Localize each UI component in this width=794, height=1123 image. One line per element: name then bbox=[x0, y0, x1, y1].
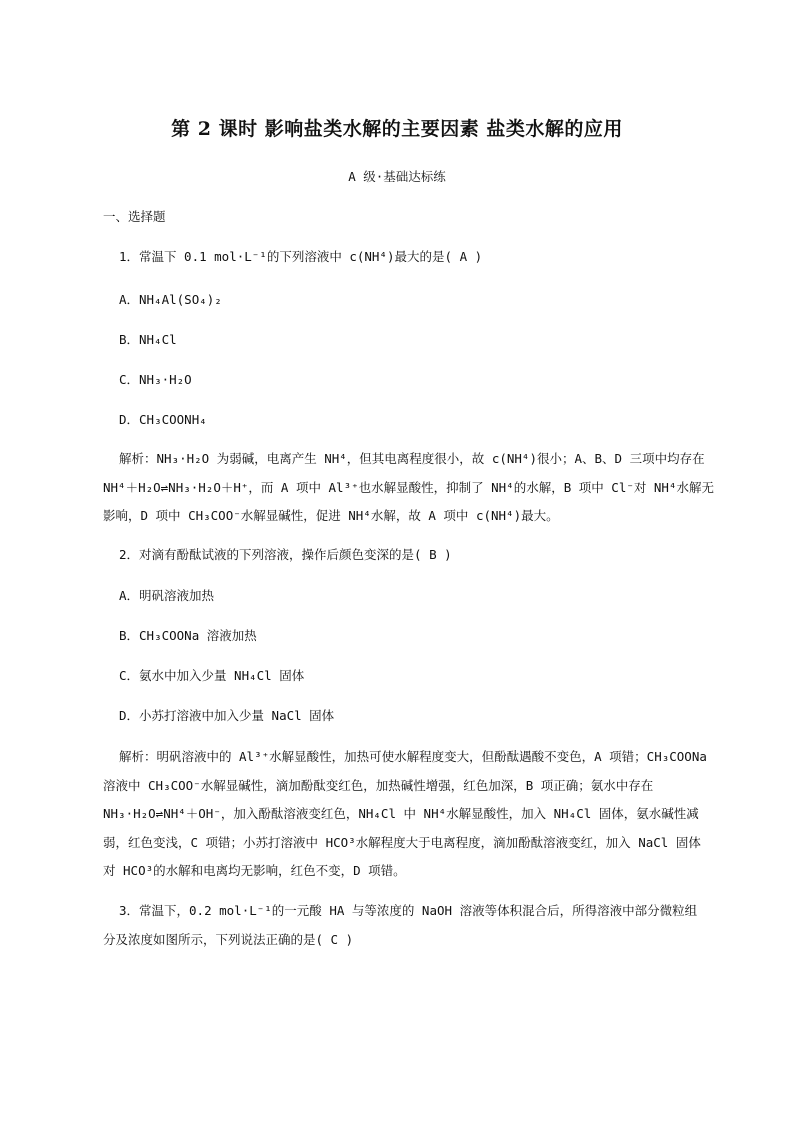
q3-stem-line: 3．常温下，0.2 mol·L⁻¹的一元酸 HA 与等浓度的 NaOH 溶液等体积混合后，所得溶液中部分微粒组 bbox=[119, 903, 698, 918]
q2-explanation-line: NH₃·H₂O⇌NH⁴＋OH⁻，加入酚酞溶液变红色，NH₄Cl 中 NH⁴水解显酸性，加入 NH₄Cl 固体，氨水碱性减 bbox=[103, 806, 699, 821]
q2-stem: 2．对滴有酚酞试液的下列溶液，操作后颜色变深的是( B ) bbox=[119, 547, 452, 562]
q2-explanation-line: 解析：明矾溶液中的 Al³⁺水解显酸性，加热可使水解程度变大，但酚酞遇酸不变色，A 项错；CH₃COONa bbox=[119, 749, 707, 764]
section-heading: 一、选择题 bbox=[103, 209, 166, 224]
q1-option-d: D．CH₃COONH₄ bbox=[119, 412, 207, 427]
q2-option-d: D．小苏打溶液中加入少量 NaCl 固体 bbox=[119, 708, 335, 723]
level-heading: A 级·基础达标练 bbox=[348, 169, 446, 184]
q1-explanation-line: 解析：NH₃·H₂O 为弱碱，电离产生 NH⁴，但其电离程度很小，故 c(NH⁴)很小；A、B、D 三项中均存在 bbox=[119, 451, 705, 466]
q3-stem bbox=[103, 897, 718, 954]
q2-explanation-line: 弱，红色变浅，C 项错；小苏打溶液中 HCO³水解程度大于电离程度，滴加酚酞溶液变红，加入 NaCl 固体 bbox=[103, 834, 701, 850]
q1-option-a: A．NH₄Al(SO₄)₂ bbox=[119, 292, 222, 307]
q1-explanation-line: 影响，D 项中 CH₃COO⁻水解显碱性，促进 NH⁴水解，故 A 项中 c(NH⁴)最大。 bbox=[103, 508, 559, 523]
q2-option-c: C．氨水中加入少量 NH₄Cl 固体 bbox=[119, 668, 305, 683]
q1-option-b: B．NH₄Cl bbox=[119, 332, 177, 347]
q1-stem: 1．常温下 0.1 mol·L⁻¹的下列溶液中 c(NH⁴)最大的是( A ) bbox=[119, 249, 483, 264]
q1-explanation-line: NH⁴＋H₂O⇌NH₃·H₂O＋H⁺，而 A 项中 Al³⁺也水解显酸性，抑制了 NH⁴的水解，B 项中 Cl⁻对 NH⁴水解无 bbox=[103, 479, 714, 495]
q2-option-b: B．CH₃COONa 溶液加热 bbox=[119, 628, 257, 643]
q2-option-a: A．明矾溶液加热 bbox=[119, 588, 215, 603]
q2-explanation-line: 对 HCO³的水解和电离均无影响，红色不变，D 项错。 bbox=[103, 863, 406, 878]
q2-explanation-line: 溶液中 CH₃COO⁻水解显碱性，滴加酚酞变红色，加热碱性增强，红色加深，B 项正确；氨水中存在 bbox=[103, 777, 654, 793]
q3-stem-line: 分及浓度如图所示，下列说法正确的是( C ) bbox=[103, 931, 354, 947]
q2-explanation bbox=[103, 743, 718, 886]
lesson-title: 第 2 课时 影响盐类水解的主要因素 盐类水解的应用 bbox=[171, 118, 623, 140]
q1-option-c: C．NH₃·H₂O bbox=[119, 372, 192, 387]
q1-explanation bbox=[103, 445, 718, 531]
